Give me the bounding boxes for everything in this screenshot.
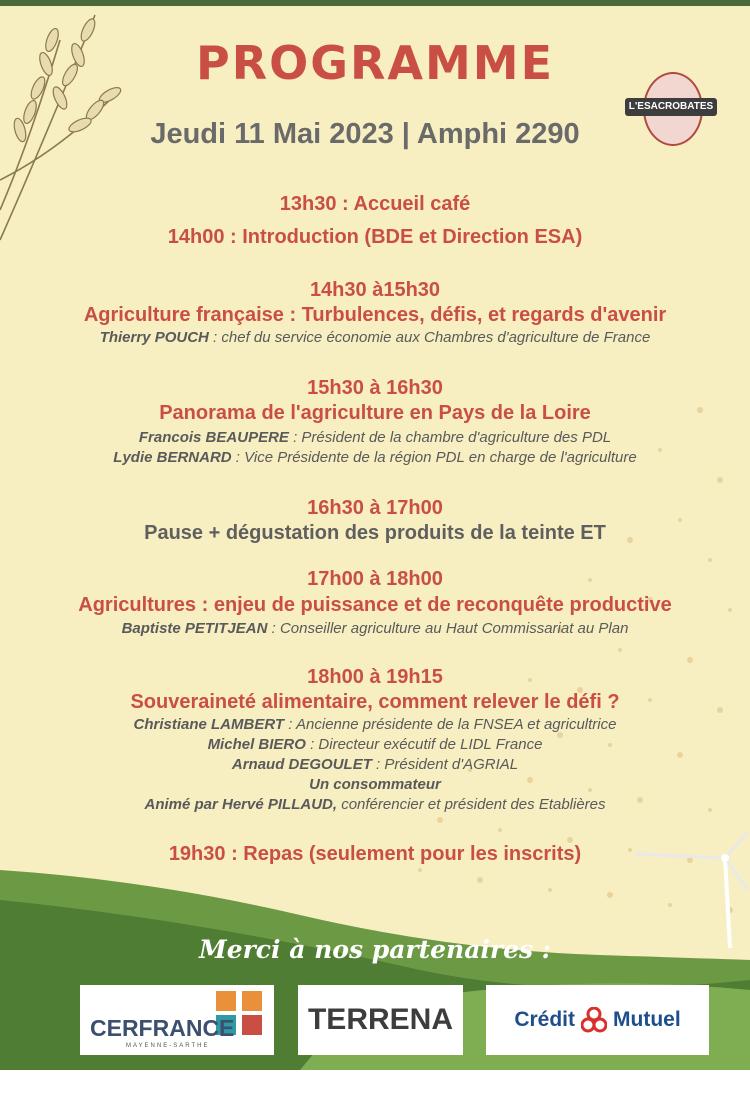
session-2-speaker: Lydie BERNARD : Vice Présidente de la région PDL en charge de l'agriculture — [113, 449, 637, 466]
credit-mutuel-mark-icon — [581, 1007, 607, 1033]
session-3-time: 16h30 à 17h00 — [307, 497, 443, 519]
session-4-time: 17h00 à 18h00 — [307, 568, 443, 590]
credit-mutuel-right: Mutuel — [613, 1008, 681, 1031]
session-2-speaker: Francois BEAUPERE : Président de la chambre d'agriculture des PDL — [138, 429, 612, 446]
session-1-title: Agriculture française : Turbulences, défis, et regards d'avenir — [83, 304, 667, 326]
cerfrance-sub: MAYENNE-SARTHE — [126, 1043, 210, 1049]
session-5-moderator: Animé par Hervé PILLAUD, conférencier et président des Etablières — [144, 796, 606, 813]
page-title: PROGRAMME — [196, 36, 554, 90]
session-5-extra: Un consommateur — [309, 776, 441, 793]
event-date-location: Jeudi 11 Mai 2023 | Amphi 2290 — [150, 118, 580, 150]
session-1-speaker: Thierry POUCH : chef du service économie aux Chambres d'agriculture de France — [99, 329, 651, 346]
intro-item: 14h00 : Introduction (BDE et Direction ESA) — [167, 226, 583, 248]
partner-credit-mutuel-logo[interactable] — [486, 985, 709, 1055]
welcome-item: 13h30 : Accueil café — [279, 193, 471, 215]
session-3-title: Pause + dégustation des produits de la teinte ET — [144, 522, 606, 544]
wind-turbine-icon — [630, 830, 750, 950]
session-2-title: Panorama de l'agriculture en Pays de la Loire — [159, 402, 591, 424]
terrena-name: TERRENA — [307, 1003, 453, 1036]
session-5-speaker: Michel BIERO : Directeur exécutif de LIDL France — [207, 736, 543, 753]
session-1-time: 14h30 à15h30 — [309, 279, 441, 301]
session-5-time: 18h00 à 19h15 — [307, 666, 443, 688]
partner-terrena-logo[interactable] — [298, 985, 463, 1055]
logo-text: L'ESACROBATES — [625, 98, 717, 116]
session-4-title: Agricultures : enjeu de puissance et de reconquête productive — [78, 594, 672, 616]
partners-heading: Merci à nos partenaires : — [199, 935, 551, 964]
session-5-speaker: Christiane LAMBERT : Ancienne présidente de la FNSEA et agricultrice — [133, 716, 617, 733]
session-2-time: 15h30 à 16h30 — [307, 377, 443, 399]
bottom-margin — [0, 1070, 750, 1108]
session-5-speaker: Arnaud DEGOULET : Président d'AGRIAL — [231, 756, 519, 773]
session-5-title: Souveraineté alimentaire, comment relever le défi ? — [130, 691, 620, 713]
cerfrance-name: CERFRANCE — [90, 1015, 235, 1041]
partner-cerfrance-logo[interactable] — [80, 985, 274, 1055]
credit-mutuel-left: Crédit — [514, 1008, 576, 1031]
session-4-speaker: Baptiste PETITJEAN : Conseiller agriculture au Haut Commissariat au Plan — [121, 620, 629, 637]
dinner-item: 19h30 : Repas (seulement pour les inscrits) — [168, 843, 582, 865]
